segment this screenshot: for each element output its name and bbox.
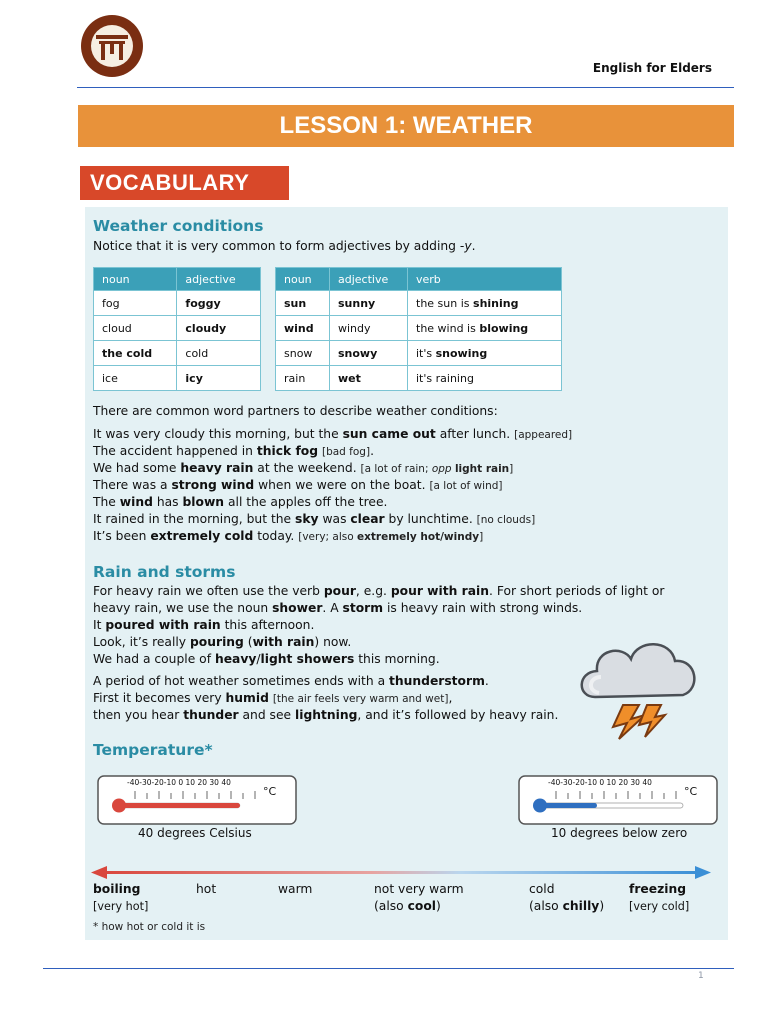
rain-text: We had a couple of heavy/light showers this morning. bbox=[93, 652, 440, 666]
scale-word: not very warm bbox=[374, 882, 464, 896]
school-logo bbox=[79, 14, 145, 78]
scale-word: hot bbox=[196, 882, 217, 896]
course-name: English for Elders bbox=[592, 61, 712, 75]
header-rule bbox=[77, 87, 734, 88]
table-row bbox=[276, 291, 562, 316]
weather-conditions-heading: Weather conditions bbox=[93, 217, 264, 235]
table-row bbox=[276, 316, 562, 341]
example-sentence: It rained in the morning, but the sky was clear by lunchtime. [no clouds] bbox=[93, 512, 536, 526]
rain-text: A period of hot weather sometimes ends with a thunderstorm. bbox=[93, 674, 489, 688]
table-cell: wet bbox=[330, 366, 408, 391]
rain-storms-heading: Rain and storms bbox=[93, 563, 236, 581]
temperature-scale-arrow bbox=[91, 865, 711, 881]
thermometer-cold-caption: 10 degrees below zero bbox=[551, 826, 688, 840]
table-cell: cloudy bbox=[177, 316, 261, 341]
scale-word: freezing bbox=[629, 882, 687, 896]
temperature-footnote: * how hot or cold it is bbox=[93, 921, 206, 933]
example-sentence: It’s been extremely cold today. [very; also extremely hot/windy] bbox=[93, 529, 484, 543]
table-cell: the sun is shining bbox=[408, 291, 562, 316]
table-header-row bbox=[276, 268, 562, 291]
noun-adjective-table bbox=[93, 267, 261, 391]
scale-note: (also chilly) bbox=[529, 899, 605, 913]
table-row bbox=[94, 341, 261, 366]
table-header: noun bbox=[94, 268, 177, 291]
scale-not-very-warm bbox=[374, 881, 464, 915]
table-row bbox=[94, 316, 261, 341]
table-cell: sun bbox=[276, 291, 330, 316]
celsius-unit: °C bbox=[684, 785, 698, 798]
rain-text: then you hear thunder and see lightning, and it’s followed by heavy rain. bbox=[93, 708, 559, 722]
scale-hot bbox=[196, 881, 216, 898]
table-cell: it's raining bbox=[408, 366, 562, 391]
table-row bbox=[94, 366, 261, 391]
footer-rule bbox=[43, 968, 734, 969]
noun-adjective-verb-table bbox=[275, 267, 562, 391]
partners-intro: There are common word partners to describe weather conditions: bbox=[93, 404, 498, 418]
thermometer-cold bbox=[518, 775, 718, 825]
example-sentence: The wind has blown all the apples off the tree. bbox=[93, 495, 388, 509]
table-cell: snow bbox=[276, 341, 330, 366]
table-cell: the cold bbox=[94, 341, 177, 366]
table-header: verb bbox=[408, 268, 562, 291]
example-sentence: The accident happened in thick fog [bad fog]. bbox=[93, 444, 374, 458]
table-cell: cloud bbox=[94, 316, 177, 341]
thermometer-hot bbox=[97, 775, 297, 825]
scale-ticks: -40-30-20-10 0 10 20 30 40 bbox=[127, 778, 231, 787]
scale-word: warm bbox=[278, 882, 313, 896]
rain-text: It poured with rain this afternoon. bbox=[93, 618, 315, 632]
table-cell: wind bbox=[276, 316, 330, 341]
example-sentence: We had some heavy rain at the weekend. [a lot of rain; opp light rain] bbox=[93, 461, 514, 475]
rain-text: First it becomes very humid [the air feels very warm and wet], bbox=[93, 691, 453, 705]
table-cell: fog bbox=[94, 291, 177, 316]
example-sentence: There was a strong wind when we were on the boat. [a lot of wind] bbox=[93, 478, 503, 492]
table-cell: rain bbox=[276, 366, 330, 391]
page-number: 1 bbox=[698, 971, 704, 981]
table-row bbox=[276, 366, 562, 391]
table-row bbox=[276, 341, 562, 366]
scale-freezing bbox=[629, 881, 689, 915]
example-sentence: It was very cloudy this morning, but the sun came out after lunch. [appeared] bbox=[93, 427, 573, 441]
rain-text: Look, it’s really pouring (with rain) now. bbox=[93, 635, 352, 649]
thunder-cloud-icon bbox=[575, 627, 705, 747]
table-header-row bbox=[94, 268, 261, 291]
weather-intro: Notice that it is very common to form adjectives by adding -y. bbox=[93, 239, 476, 253]
scale-boiling bbox=[93, 881, 148, 915]
scale-word: boiling bbox=[93, 882, 141, 896]
table-row bbox=[94, 291, 261, 316]
scale-cold bbox=[529, 881, 604, 915]
temperature-heading: Temperature* bbox=[93, 741, 213, 759]
lesson-title: LESSON 1: WEATHER bbox=[78, 105, 734, 147]
rain-text: heavy rain, we use the noun shower. A storm is heavy rain with strong winds. bbox=[93, 601, 583, 615]
scale-note: [very cold] bbox=[629, 900, 690, 913]
table-header: noun bbox=[276, 268, 330, 291]
scale-note: (also cool) bbox=[374, 899, 441, 913]
thermometer-hot-caption: 40 degrees Celsius bbox=[138, 826, 252, 840]
table-cell: windy bbox=[330, 316, 408, 341]
vocabulary-panel bbox=[85, 207, 728, 940]
table-cell: it's snowing bbox=[408, 341, 562, 366]
table-cell: cold bbox=[177, 341, 261, 366]
table-cell: snowy bbox=[330, 341, 408, 366]
scale-word: cold bbox=[529, 882, 555, 896]
table-header: adjective bbox=[330, 268, 408, 291]
table-header: adjective bbox=[177, 268, 261, 291]
table-cell: sunny bbox=[330, 291, 408, 316]
table-cell: foggy bbox=[177, 291, 261, 316]
section-badge: VOCABULARY bbox=[80, 166, 289, 200]
table-cell: the wind is blowing bbox=[408, 316, 562, 341]
scale-note: [very hot] bbox=[93, 900, 149, 913]
celsius-unit: °C bbox=[263, 785, 277, 798]
table-cell: icy bbox=[177, 366, 261, 391]
scale-ticks: -40-30-20-10 0 10 20 30 40 bbox=[548, 778, 652, 787]
scale-warm bbox=[278, 881, 312, 898]
rain-text: For heavy rain we often use the verb pour, e.g. pour with rain. For short periods of light or bbox=[93, 584, 665, 598]
table-cell: ice bbox=[94, 366, 177, 391]
